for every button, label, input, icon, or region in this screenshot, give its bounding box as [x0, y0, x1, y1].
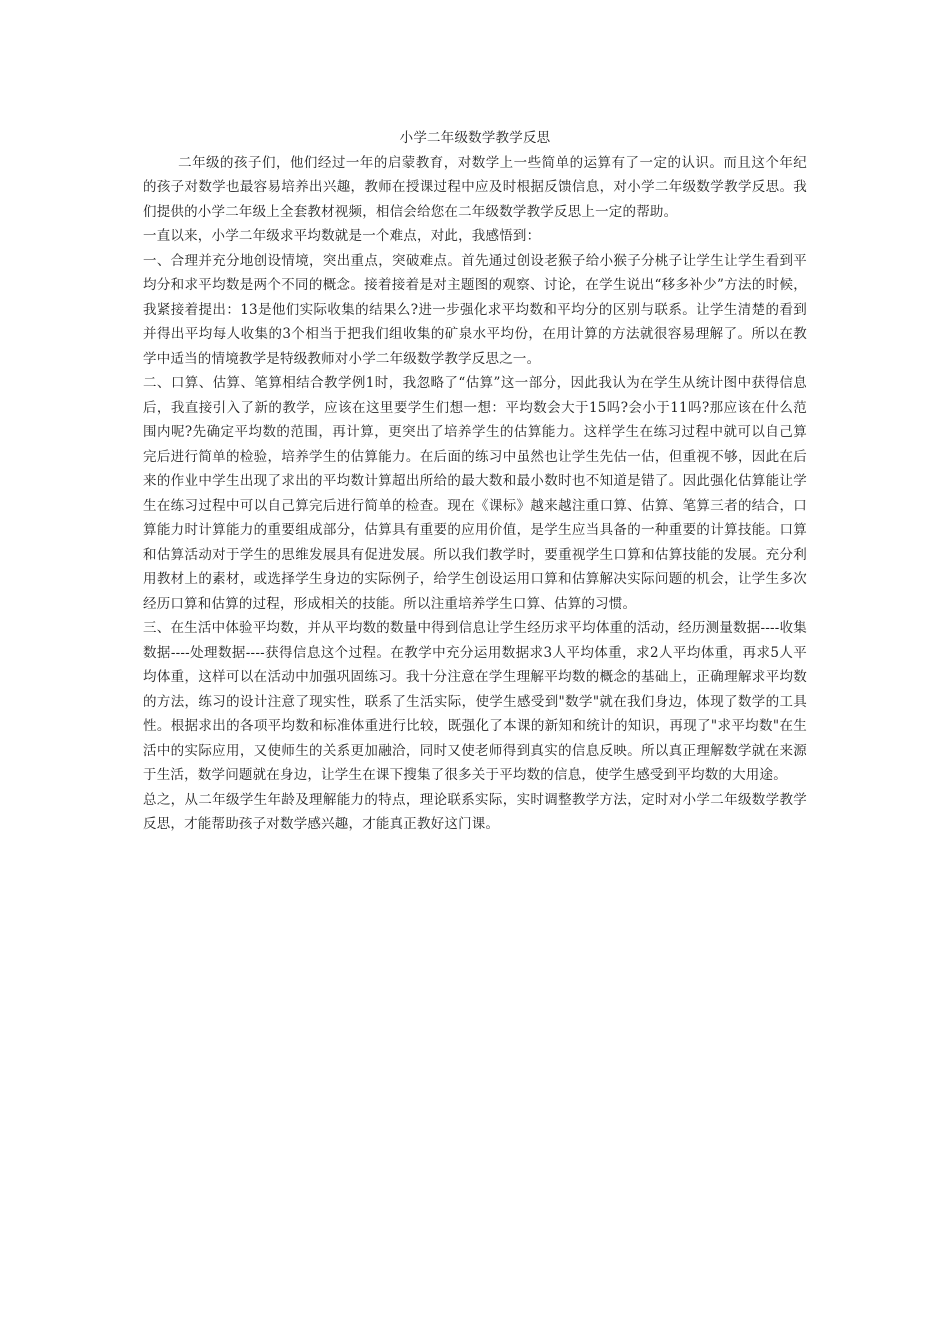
paragraph-point-three: 三、在生活中体验平均数，并从平均数的数量中得到信息让学生经历求平均体重的活动，经历测量数据----收集数据----处理数据----获得信息这个过程。在教学中充分运用数据求3人平均体重，求2人平均体重，再求5人平均体重，这样可以在活动中加强巩固练习。我十分注意在学生理解平均数的概念的基础上，正确理解求平均数的方法，练习的设计注意了现实性，联系了生活实际，使学生感受到"数学"就在我们身边，体现了数学的工具性。根据求出的各项平均数和标准体重进行比较，既强化了本课的新知和统计的知识，再现了"求平均数"在生活中的实际应用，又使师生的关系更加融洽，同时又使老师得到真实的信息反映。所以真正理解数学就在来源于生活，数学问题就在身边，让学生在课下搜集了很多关于平均数的信息，使学生感受到平均数的大用途。	[143, 620, 807, 783]
paragraph-conclusion: 总之，从二年级学生年龄及理解能力的特点，理论联系实际，实时调整教学方法，定时对小学二年级数学教学反思，才能帮助孩子对数学感兴趣，才能真正教好这门课。	[143, 791, 807, 832]
paragraph-intro: 二年级的孩子们，他们经过一年的启蒙教育，对数学上一些简单的运算有了一定的认识。而且这个年纪的孩子对数学也最容易培养出兴趣，教师在授课过程中应及时根据反馈信息，对小学二年级数学教学反思。我们提供的小学二年级上全套教材视频，相信会给您在二年级数学教学反思上一定的帮助。	[143, 154, 807, 220]
paragraph-difficulty: 一直以来，小学二年级求平均数就是一个难点，对此，我感悟到：	[143, 228, 541, 244]
paragraph-point-two: 二、口算、估算、笔算相结合教学例1时，我忽略了“估算”这一部分，因此我认为在学生从统计图中获得信息后，我直接引入了新的教学，应该在这里要学生们想一想：平均数会大于15吗?会小于11吗?那应该在什么范围内呢?先确定平均数的范围，再计算，更突出了培养学生的估算能力。这样学生在练习过程中就可以自己算完后进行简单的检验，培养学生的估算能力。在后面的练习中虽然也让学生先估一估，但重视不够，因此在后来的作业中学生出现了求出的平均数计算超出所给的最大数和最小数时也不知道是错了。因此强化估算能让学生在练习过程中可以自己算完后进行简单的检查。现在《课标》越来越注重口算、估算、笔算三者的结合，口算能力时计算能力的重要组成部分，估算具有重要的应用价值，是学生应当具备的一种重要的计算技能。口算和估算活动对于学生的思维发展具有促进发展。所以我们教学时，要重视学生口算和估算技能的发展。充分利用教材上的素材，或选择学生身边的实际例子，给学生创设运用口算和估算解决实际问题的机会，让学生多次经历口算和估算的过程，形成相关的技能。所以注重培养学生口算、估算的习惯。	[143, 375, 807, 612]
document-title: 小学二年级数学教学反思	[399, 130, 551, 146]
document-page	[143, 126, 807, 837]
paragraph-point-one: 一、合理并充分地创设情境，突出重点，突破难点。首先通过创设老猴子给小猴子分桃子让学生让学生看到平均分和求平均数是两个不同的概念。接着接着是对主题图的观察、讨论，在学生说出“移多补少”方法的时候，我紧接着提出：13是他们实际收集的结果么?进一步强化求平均数和平均分的区别与联系。让学生清楚的看到并得出平均每人收集的3个相当于把我们组收集的矿泉水平均份，在用计算的方法就很容易理解了。所以在教学中适当的情境教学是特级教师对小学二年级数学教学反思之一。	[143, 252, 808, 367]
